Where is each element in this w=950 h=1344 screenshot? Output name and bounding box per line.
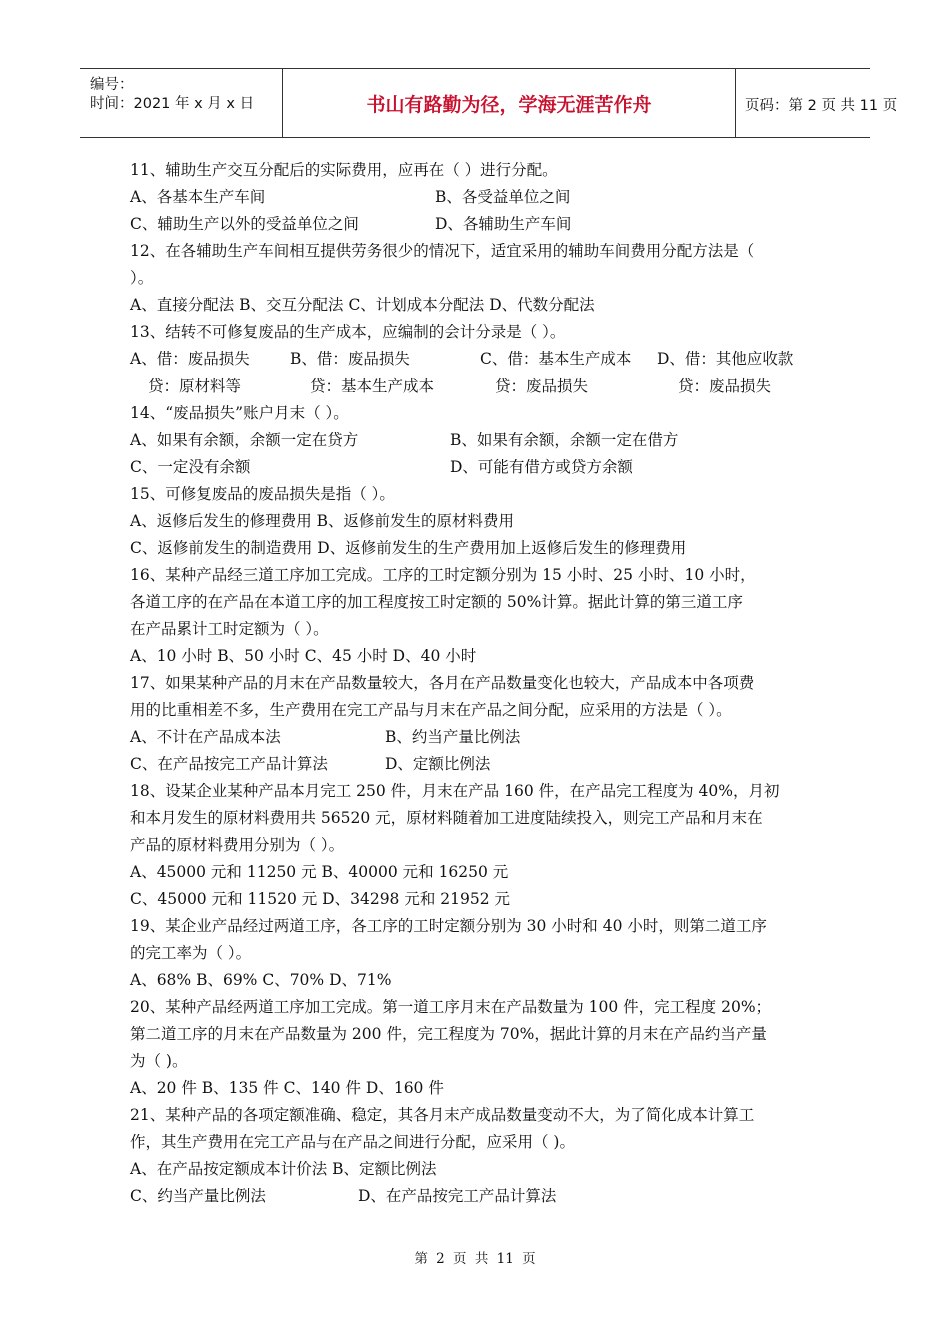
option: C、返修前发生的制造费用 D、返修前发生的生产费用加上返修后发生的修理费用 [130, 539, 687, 557]
option: D、在产品按完工产品计算法 [358, 1187, 557, 1205]
question [130, 238, 820, 319]
page-footer: 第 2 页 共 11 页 [414, 1251, 536, 1267]
option: D、各辅助生产车间 [435, 215, 572, 233]
option: B、借：废品损失 [290, 350, 410, 368]
question-stem: ）。 [130, 269, 154, 287]
question-stem: 16、某种产品经三道工序加工完成。工序的工时定额分别为 15 小时、25 小时、10 小时， [130, 566, 756, 584]
question [130, 400, 820, 481]
motto: 书山有路勤为径，学海无涯苦作舟 [366, 94, 652, 116]
header-left-cell [80, 69, 282, 137]
option: 贷：基本生产成本 [310, 377, 435, 395]
option: 贷：原材料等 [148, 377, 242, 395]
option: A、直接分配法 B、交互分配法 C、计划成本分配法 D、代数分配法 [130, 296, 595, 314]
option: D、借：其他应收款 [657, 350, 794, 368]
header-motto-cell [282, 69, 736, 137]
question-list [130, 157, 820, 1210]
question-stem: 为（ )。 [130, 1052, 188, 1070]
option-row [130, 184, 820, 211]
option: C、45000 元和 11520 元 D、34298 元和 21952 元 [130, 890, 511, 908]
option-row [130, 346, 820, 373]
question-stem: 21、某种产品的各项定额准确、稳定，其各月末产成品数量变动不大，为了简化成本计算工 [130, 1106, 755, 1124]
question [130, 319, 820, 400]
option: 贷：废品损失 [495, 377, 589, 395]
question [130, 157, 820, 238]
header-right-cell [735, 69, 898, 137]
option-row [130, 643, 820, 670]
question [130, 994, 820, 1102]
option: B、各受益单位之间 [435, 188, 571, 206]
question [130, 778, 820, 913]
question-stem: 12、在各辅助生产车间相互提供劳务很少的情况下，适宜采用的辅助车间费用分配方法是（ [130, 242, 755, 260]
serial-number-label: 编号： [90, 77, 134, 93]
option: A、20 件 B、135 件 C、140 件 D、160 件 [130, 1079, 444, 1097]
question-stem: 17、如果某种产品的月末在产品数量较大，各月在产品数量变化也较大，产品成本中各项费 [130, 674, 755, 692]
option: C、在产品按完工产品计算法 [130, 755, 328, 773]
option: B、约当产量比例法 [385, 728, 521, 746]
question-stem: 18、设某企业某种产品本月完工 250 件，月末在产品 160 件，在产品完工程度为 40%，月初 [130, 782, 780, 800]
option-row [130, 535, 820, 562]
question-stem: 作，其生产费用在完工产品与在产品之间进行分配，应采用（ )。 [130, 1133, 575, 1151]
question-stem: 14、“废品损失”账户月末（ ）。 [130, 404, 349, 422]
option-row [130, 454, 820, 481]
question [130, 562, 820, 670]
option-row [130, 1156, 820, 1183]
option-row [130, 508, 820, 535]
option: D、可能有借方或贷方余额 [450, 458, 633, 476]
question-stem: 的完工率为（ ）。 [130, 944, 252, 962]
option: C、借：基本生产成本 [480, 350, 632, 368]
question-stem: 和本月发生的原材料费用共 56520 元，原材料随着加工进度陆续投入，则完工产品和月末在 [130, 809, 763, 827]
question-stem: 20、某种产品经两道工序加工完成。第一道工序月末在产品数量为 100 件，完工程度 20%； [130, 998, 772, 1016]
question [130, 913, 820, 994]
option-row [130, 724, 820, 751]
option: A、各基本生产车间 [130, 188, 266, 206]
option-row [130, 751, 820, 778]
question [130, 670, 820, 778]
question-stem: 11、辅助生产交互分配后的实际费用，应再在（ ）进行分配。 [130, 161, 558, 179]
question-stem: 13、结转不可修复废品的生产成本，应编制的会计分录是（ ）。 [130, 323, 566, 341]
option: B、如果有余额，余额一定在借方 [450, 431, 679, 449]
option: 贷：废品损失 [678, 377, 772, 395]
option-row [130, 886, 820, 913]
option: A、10 小时 B、50 小时 C、45 小时 D、40 小时 [130, 647, 477, 665]
option-row [130, 859, 820, 886]
question [130, 1102, 820, 1210]
question-stem: 产品的原材料费用分别为（ ）。 [130, 836, 345, 854]
question-stem: 在产品累计工时定额为（ ）。 [130, 620, 329, 638]
option: A、在产品按定额成本计价法 B、定额比例法 [130, 1160, 437, 1178]
question-stem: 第二道工序的月末在产品数量为 200 件，完工程度为 70%，据此计算的月末在产品约当产量 [130, 1025, 767, 1043]
option: A、不计在产品成本法 [130, 728, 281, 746]
question-stem: 用的比重相差不多，生产费用在完工产品与月末在产品之间分配，应采用的方法是（ ）。 [130, 701, 732, 719]
question [130, 481, 820, 562]
option: C、辅助生产以外的受益单位之间 [130, 215, 359, 233]
option: A、如果有余额，余额一定在贷方 [130, 431, 359, 449]
question-stem: 各道工序的在产品在本道工序的加工程度按工时定额的 50%计算。据此计算的第三道工序 [130, 593, 743, 611]
option: A、返修后发生的修理费用 B、返修前发生的原材料费用 [130, 512, 515, 530]
option-row [130, 427, 820, 454]
option-row [130, 211, 820, 238]
question-stem: 15、可修复废品的废品损失是指（ ）。 [130, 485, 395, 503]
option-row [130, 967, 820, 994]
option-row [130, 1075, 820, 1102]
option-row [130, 292, 820, 319]
option: D、定额比例法 [385, 755, 491, 773]
option: A、45000 元和 11250 元 B、40000 元和 16250 元 [130, 863, 509, 881]
date-label: 时间：2021 年 x 月 x 日 [90, 96, 255, 112]
page-info: 页码：第 2 页 共 11 页 [745, 98, 898, 114]
question-stem: 19、某企业产品经过两道工序，各工序的工时定额分别为 30 小时和 40 小时，则第二道工序 [130, 917, 767, 935]
option: A、借：废品损失 [130, 350, 250, 368]
page-header [80, 68, 898, 138]
option-row [130, 373, 820, 400]
option: C、一定没有余额 [130, 458, 251, 476]
option: C、约当产量比例法 [130, 1187, 266, 1205]
option: A、68% B、69% C、70% D、71% [130, 971, 392, 989]
option-row [130, 1183, 820, 1210]
